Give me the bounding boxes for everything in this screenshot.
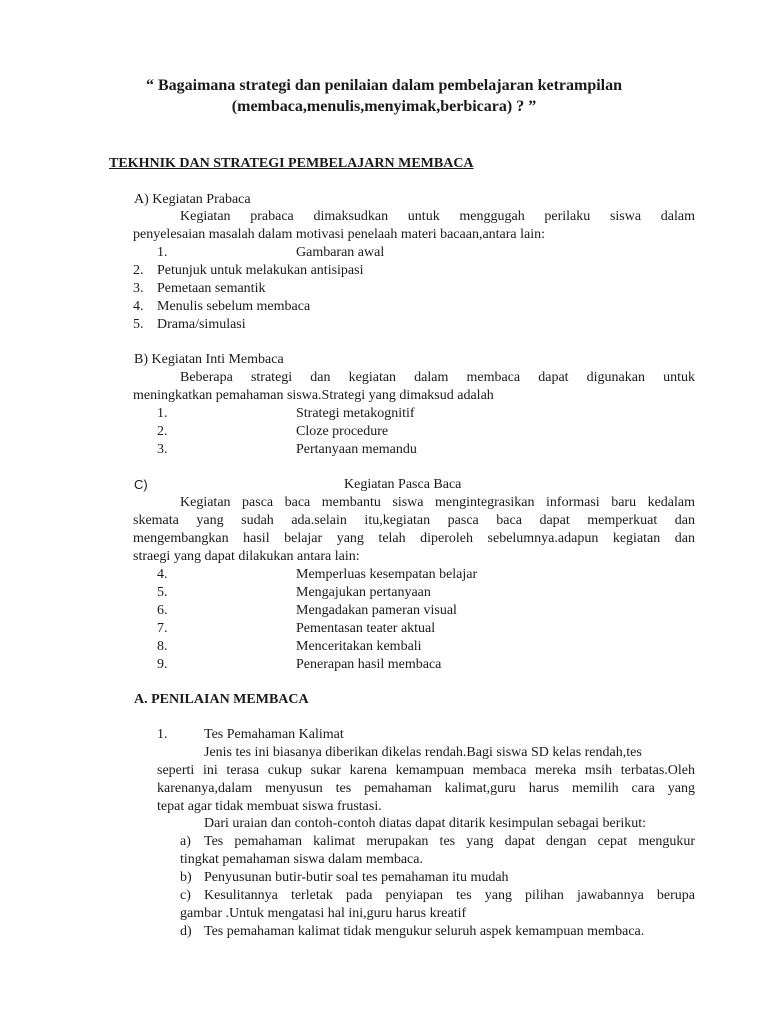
paragraph-line: meningkatkan pemahaman siswa.Strategi yang dimaksud adalah [133,388,494,403]
subsection-label-a: A) Kegiatan Prabaca [134,192,251,207]
paragraph-line: tepat agar tidak membuat siswa frustasi. [157,799,382,814]
list-item-number: 1. [157,727,168,742]
list-item: Mengadakan pameran visual [296,603,457,618]
paragraph-line: mengembangkan hasil belajar yang telah diperoleh sebelumnya.adapun kegiatan dan [133,531,695,546]
list-item-number: 2. [133,263,144,278]
paragraph-line: Kegiatan prabaca dimaksudkan untuk menggugah perilaku siswa dalam [180,209,695,224]
paragraph-line: skemata yang sudah ada.selain itu,kegiatan pasca baca dapat memperkuat dan [133,513,695,528]
list-item-number: 1. [157,406,168,421]
list-item: Pemetaan semantik [157,281,266,296]
list-item-number: 3. [157,442,168,457]
point-text: Penyusunan butir-butir soal tes pemahaman itu mudah [204,870,509,885]
list-item-number: 5. [133,317,144,332]
section-heading-penilaian: A. PENILAIAN MEMBACA [134,692,309,707]
paragraph-line: Jenis tes ini biasanya diberikan dikelas rendah.Bagi siswa SD kelas rendah,tes [204,745,642,760]
point-text: Kesulitannya terletak pada penyiapan tes yang pilihan jawabannya berupa [204,888,695,903]
point-marker: b) [180,870,192,885]
point-marker: a) [180,834,191,849]
point-text: Tes pemahaman kalimat tidak mengukur seluruh aspek kemampuan membaca. [204,924,645,939]
list-item: Gambaran awal [296,245,385,260]
list-item-number: 4. [157,567,168,582]
point-marker: c) [180,888,191,903]
list-item: Pertanyaan memandu [296,442,417,457]
point-text: gambar .Untuk mengatasi hal ini,guru harus kreatif [180,906,467,921]
document-title-line-1: “ Bagaimana strategi dan penilaian dalam pembelajaran ketrampilan [145,77,623,94]
list-item: Drama/simulasi [157,317,246,332]
list-item: Petunjuk untuk melakukan antisipasi [157,263,364,278]
list-item: Tes Pemahaman Kalimat [204,727,344,742]
list-item-number: 4. [133,299,144,314]
subsection-label-c: C) [134,477,148,492]
list-item: Cloze procedure [296,424,389,439]
paragraph-line: seperti ini terasa cukup sukar karena kemampuan membaca mereka msih terbatas.Oleh [157,763,695,778]
list-item-number: 2. [157,424,168,439]
paragraph-line: karenanya,dalam menyusun tes pemahaman kalimat,guru harus memilih cara yang [157,781,695,796]
list-item-number: 5. [157,585,168,600]
paragraph-line: Kegiatan pasca baca membantu siswa mengintegrasikan informasi baru kedalam [180,495,695,510]
list-item: Menceritakan kembali [296,639,422,654]
list-item: Penerapan hasil membaca [296,657,442,672]
point-text: tingkat pemahaman siswa dalam membaca. [180,852,423,867]
list-item-number: 8. [157,639,168,654]
list-item-number: 3. [133,281,144,296]
paragraph-line: penyelesaian masalah dalam motivasi penelaah materi bacaan,antara lain: [133,227,546,242]
list-item: Pementasan teater aktual [296,621,436,636]
paragraph-line: straegi yang dapat dilakukan antara lain: [133,549,360,564]
paragraph-line: Beberapa strategi dan kegiatan dalam membaca dapat digunakan untuk [180,370,695,385]
document-title-line-2: (membaca,menulis,menyimak,berbicara) ? ” [231,98,537,115]
list-item: Memperluas kesempatan belajar [296,567,478,582]
point-marker: d) [180,924,192,939]
section-heading-strategi: TEKHNIK DAN STRATEGI PEMBELAJARN MEMBACA [109,156,474,171]
subsection-label-b: B) Kegiatan Inti Membaca [134,352,284,367]
list-item: Menulis sebelum membaca [157,299,311,314]
list-item-number: 1. [157,245,168,260]
subsection-title-c: Kegiatan Pasca Baca [344,477,462,492]
list-item: Mengajukan pertanyaan [296,585,431,600]
list-item-number: 6. [157,603,168,618]
list-item-number: 9. [157,657,168,672]
list-item-number: 7. [157,621,168,636]
paragraph-line: Dari uraian dan contoh-contoh diatas dapat ditarik kesimpulan sebagai berikut: [204,816,647,831]
point-text: Tes pemahaman kalimat merupakan tes yang dapat dengan cepat mengukur [204,834,695,849]
list-item: Strategi metakognitif [296,406,415,421]
